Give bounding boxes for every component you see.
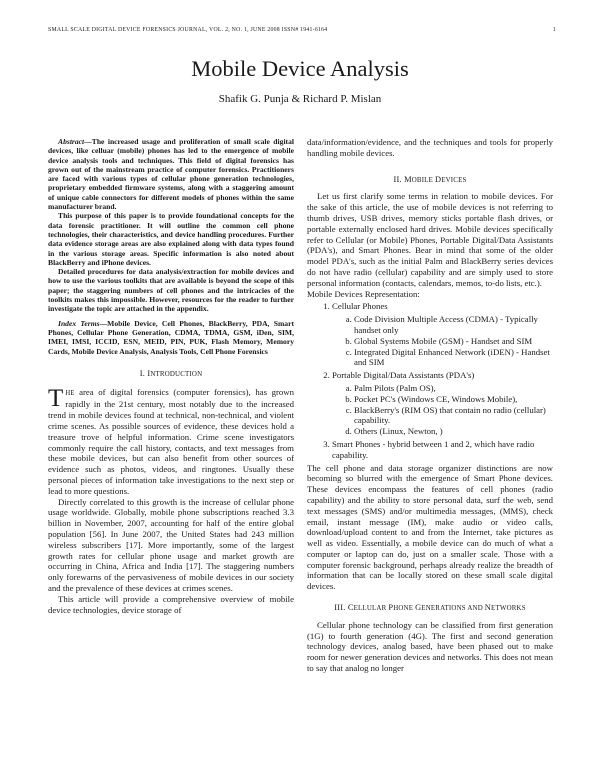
left-column bbox=[48, 137, 294, 615]
abstract-paragraph-3: Detailed procedures for data analysis/extraction for mobile devices and how to use the various toolkits that are available is beyond the scope of this paper; the staggering numbers of cell phones and the intricacies of the toolkits makes this impossible. However, resources for the reader to further investigate the topic are attached in the appendix. bbox=[48, 267, 294, 314]
index-terms-label: Index Terms bbox=[58, 318, 100, 328]
list-item-smart-phones: 3. Smart Phones - hybrid between 1 and 2, which have radio capability. bbox=[332, 439, 553, 461]
intro-paragraph-3-continued: data/information/evidence, and the techniques and tools for properly handling mobile devices. bbox=[307, 137, 553, 158]
paper-title: Mobile Device Analysis bbox=[191, 56, 409, 81]
section-heading-mobile-devices: II. MOBILE DEVICES bbox=[393, 174, 467, 184]
list-item: a. Code Division Multiple Access (CDMA) - Typically handset only bbox=[354, 314, 553, 336]
mobile-devices-paragraph-2: The cell phone and data storage organizer distinctions are now becoming so blurred with the emergence of Smart Phone devices. These devices encompass the features of cell phones (radio capability) and the ability to store personal data, surf the web, send text messages (SMS) and/or multimedia messages, (MMS), check email, instant message (IM), make audio or video calls, download/upload content to and from the Internet, take pictures as well as video. Essentially, a mobile device can do much of what a computer or laptop can do, just on a smaller scale. Those with a computer forensic background, perhaps already realize the breadth of information that can be locally stored on these small scale digital devices. bbox=[307, 462, 553, 592]
representation-label: Mobile Devices Representation: bbox=[307, 288, 420, 299]
abstract-label: Abstract bbox=[58, 137, 85, 146]
mobile-devices-paragraph-1: Let us first clarify some terms in relation to mobile devices. For the sake of this article, the use of mobile devices is not referring to thumb drives, USB drives, memory sticks portable flash drives, or portable externally enclosed hard drives. Mobile devices specifically refer to Cellular (or Mobile) Phones, Portable Digital/Data Assistants (PDA's), and Smart Phones. Bear in mind that some of the older model PDA's, such as the initial Palm and BlackBerry series devices do not have radio (cellular) capability and are simply used to store personal information (contacts, calendars, memos, to-do lists, etc.). bbox=[307, 191, 553, 288]
cellular-sublist bbox=[332, 314, 553, 368]
abstract-paragraph-1: Abstract—The increased usage and proliferation of small scale digital devices, like celluar (mobile) phones has led to the emergence of mobile device analysis tools and techniques. This field of digital forensics has grown out of the mainstream practice of computer forensics. Practitioners are faced with various types of cellular phone generation technologies, proprietary embedded firmware systems, along with a staggering amount of unique cable connectors for different models of phones within the same manufacturer brand. bbox=[48, 137, 294, 212]
drop-cap: T bbox=[48, 384, 64, 412]
right-column bbox=[307, 137, 553, 674]
list-item-cellular: 1. Cellular Phones a. Code Division Multiple Access (CDMA) - Typically handset only b. Global Systems Mobile (GSM) - Handset and SIM c. Integrated Digital Enhanced Network (iDEN) - Handset and SIM bbox=[332, 301, 553, 368]
list-item: b. Global Systems Mobile (GSM) - Handset and SIM bbox=[354, 336, 553, 347]
generations-paragraph-1: Cellular phone technology can be classified from first generation (1G) to fourth generation (4G). The first and second generation technology devices, analog based, have been phased out to make room for newer generation devices and networks. This does not mean to say that analog no longer bbox=[307, 619, 553, 674]
intro-paragraph-2: Directly correlated to this growth is the increase of cellular phone usage worldwide. Globally, mobile phone subscriptions reached 3.3 billion in November, 2007, accounting for half of the entire global population [56]. In June 2007, the United States had 243 million wireless subscribers [17]. More importantly, some of the largest growth rates for cellular phone usage and market growth are occurring in China, Africa and India [17]. The staggering numbers only forewarns of the pervasiveness of mobile devices in our society and the prevalence of these devices at crimes scenes. bbox=[48, 496, 294, 593]
list-item: d. Others (Linux, Newton, ) bbox=[354, 426, 553, 437]
device-list bbox=[307, 301, 553, 460]
pda-sublist bbox=[332, 383, 553, 437]
running-header bbox=[48, 27, 556, 33]
intro-paragraph-1: THE area of digital forensics (computer forensics), has grown rapidly in the 21st century, most notably due to the increased trend in mobile devices found at technical, non-technical, and violent crime scenes. As possible sources of evidence, these devices hold a treasure trove of helpful information. Crime scene investigators commonly require the call history, contacts, and text messages from these mobile devices, but can also benefit from other sources of evidence such as photos, videos, and ringtones. Usually these personal pieces of information take investigations to the next step or lead to more questions. bbox=[48, 384, 294, 496]
index-terms: Index Terms—Mobile Device, Cell Phones, BlackBerry, PDA, Smart Phones, Cellular Phone Generation, CDMA, TDMA, GSM, iDen, SIM, IMEI, IMSI, ICCID, ESN, MEID, PIN, PUK, Flash Memory, Memory Cards, Mobile Device Analysis, Analysis Tools, Cell Phone Forensics bbox=[48, 318, 294, 356]
list-item: b. Pocket PC's (Windows CE, Windows Mobile), bbox=[354, 394, 553, 405]
journal-name: SMALL SCALE DIGITAL DEVICE FORENSICS JOURNAL, VOL. 2, NO. 1, JUNE 2008 ISSN# 1941-6164 bbox=[48, 27, 328, 33]
abstract-paragraph-2: This purpose of this paper is to provide foundational concepts for the data forensic practitioner. It will outline the common cell phone technologies, their characteristics, and device handling procedures. Further data evidence storage areas are also explained along with data types found in the various storage areas. Specific information is also noted about BlackBerry and iPhone devices. bbox=[48, 211, 294, 267]
section-heading-introduction: I. INTRODUCTION bbox=[139, 368, 203, 378]
list-item: c. Integrated Digital Enhanced Network (iDEN) - Handset and SIM bbox=[354, 347, 553, 369]
list-item: c. BlackBerry's (RIM OS) that contain no radio (cellular) capability. bbox=[354, 405, 553, 427]
intro-paragraph-3: This article will provide a comprehensive overview of mobile device technologies, device storage of bbox=[48, 593, 294, 615]
paper-authors: Shafik G. Punja & Richard P. Mislan bbox=[218, 93, 382, 105]
section-heading-generations: III. CELLULAR PHONE GENERATIONS AND NETWORKS bbox=[334, 603, 526, 613]
list-item-pda: 2. Portable Digital/Data Assistants (PDA's) a. Palm Pilots (Palm OS), b. Pocket PC's (Windows CE, Windows Mobile), c. BlackBerry's (RIM OS) that contain no radio (cellular) capability. d. Others (Linux, Newton, ) bbox=[332, 370, 553, 437]
list-item: a. Palm Pilots (Palm OS), bbox=[354, 383, 553, 394]
page-number: 1 bbox=[552, 27, 556, 33]
